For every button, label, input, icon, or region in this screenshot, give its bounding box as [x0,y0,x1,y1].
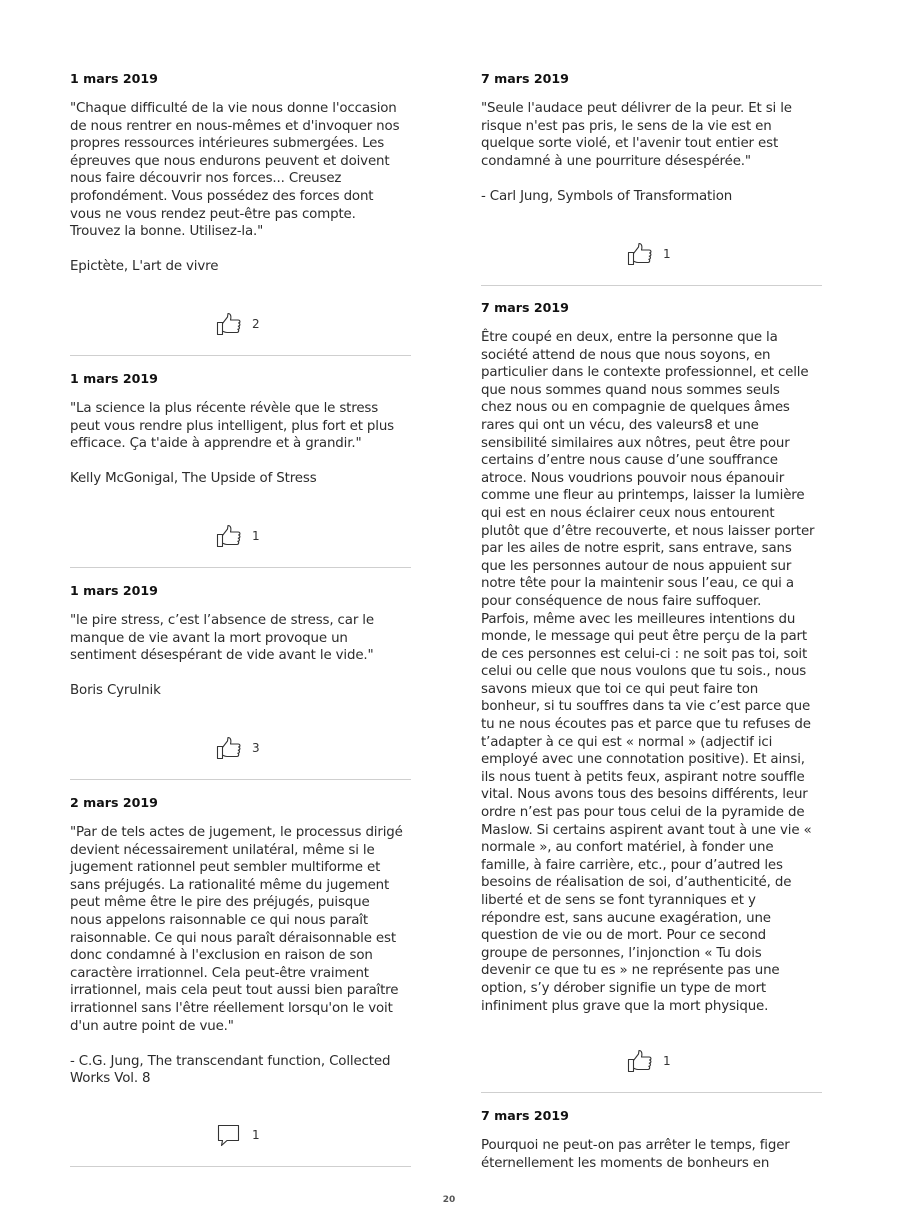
thumbs-up-icon[interactable] [216,736,242,760]
post-body: Être coupé en deux, entre la personne que la société attend de nous que nous soyons, en particulier dans le contexte professionnel, et celle que nous sommes quand nous sommes seuls chez nous ou en compagnie de quelques âmes rares qui ont un vécu, des valeurs8 et une sensibilité similaires aux nôtres, peut être pour certains d’entre nous cause d’une souffrance atroce. Nous voudrions pouvoir nous épanouir comme une fleur au printemps, laisser la lumière qui est en nous éclairer ceux nous entourent plutôt que d’être recouverte, et nous laisser porter par les ailes de notre esprit, sans entrave, sans que les personnes autour de nous appuient sur notre tête pour la maintenir sous l’eau, ce qui a pour conséquence de nous faire suffoquer. Parfois, même avec les meilleures intentions du monde, le message qui peut être perçu de la part de ces personnes est celui-ci : ne soit pas toi, soit celui ou celle que nous voulons que tu sois., nous savons mieux que toi ce qui peut faire ton bonheur, si tu souffres dans ta vie c’est parce que tu ne nous écoutes pas et parce que tu refuses de t’adapter à ce qui est « normal » (adjectif ici employé avec une connotation positive). Et ainsi, ils nous tuent à petits feux, aspirant notre souffle vital. Nous avons tous des besoins différents, leur ordre n’est pas pour tous celui de la pyramide de Maslow. Si certains aspirent avant tout à une vie « normale », au confort matériel, à fonder une famille, à faire carrière, etc., pour d’autred les besoins de réalisation de soi, d’authenticité, de liberté et de sens se font tyranniques et y répondre est, sans aucune exagération, une question de vie ou de mort. Pour ce second groupe de personnes, l’injonction « Tu dois devenir ce que tu es » ne représente pas une option, s’y dérober signifie un type de mort infiniment plus grave que la mort physique. [481,330,815,1014]
thumbs-up-icon[interactable] [627,242,653,266]
like-count: 1 [663,1054,671,1068]
like-count: 3 [252,741,260,755]
like-count: 1 [663,247,671,261]
divider [70,779,411,780]
post-body: "Par de tels actes de jugement, le processus dirigé devient nécessairement unilatéral, même si le jugement rationnel peut sembler multiforme et sans préjugés. La rationalité même du jugement peut même être le pire des préjugés, puisque nous appelons raisonnable ce qui nous paraît raisonnable. Ce qui nous paraît déraisonnable est donc condamné à l'exclusion en raison de son caractère irrationnel. Cela peut-être vraiment irrationnel, mais cela peut tout aussi bien paraître irrationnel sans l'être réellement lorsqu'on le voit d'un autre point de vue." - C.G. Jung, The transcendant function, Collected Works Vol. 8 [70,825,403,1087]
like-reaction[interactable] [627,242,671,266]
thumbs-up-icon[interactable] [216,524,242,548]
like-reaction[interactable] [216,312,260,336]
thumbs-up-icon[interactable] [216,312,242,336]
divider [481,1092,822,1093]
post-date: 7 mars 2019 [481,1108,569,1123]
post-body: "Seule l'audace peut délivrer de la peur. Et si le risque n'est pas pris, le sens de la vie est en quelque sorte violé, et l'avenir tout entier est condamné à une pourriture désespérée." - Carl Jung, Symbols of Transformation [481,101,792,204]
divider [70,355,411,356]
post-date: 7 mars 2019 [481,300,569,315]
comment-reaction[interactable] [216,1123,260,1147]
post-date: 1 mars 2019 [70,583,158,598]
page-number: 20 [442,1195,456,1205]
like-count: 1 [252,529,260,543]
thumbs-up-icon[interactable] [627,1049,653,1073]
post-date: 2 mars 2019 [70,795,158,810]
post-body: "La science la plus récente révèle que le stress peut vous rendre plus intelligent, plus fort et plus efficace. Ça t'aide à apprendre et à grandir." Kelly McGonigal, The Upside of Stress [70,401,394,487]
post-date: 1 mars 2019 [70,71,158,86]
post-body: "le pire stress, c’est l’absence de stress, car le manque de vie avant la mort provoque un sentiment désespérant de vide avant le vide." Boris Cyrulnik [70,613,374,699]
divider [70,1166,411,1167]
post-date: 1 mars 2019 [70,371,158,386]
like-reaction[interactable] [627,1049,671,1073]
comment-count: 1 [252,1128,260,1142]
like-count: 2 [252,317,260,331]
divider [481,285,822,286]
post-date: 7 mars 2019 [481,71,569,86]
post-body: "Chaque difficulté de la vie nous donne l'occasion de nous rentrer en nous-mêmes et d'invoquer nos propres ressources intérieures submergées. Les épreuves que nous endurons peuvent et doivent nous faire découvrir nos forces... Creusez profondément. Vous possédez des forces dont vous ne vous rendez peut-être pas compte. Trouvez la bonne. Utilisez-la." Epictète, L'art de vivre [70,101,400,275]
comment-icon[interactable] [216,1123,242,1147]
like-reaction[interactable] [216,736,260,760]
post-body: Pourquoi ne peut-on pas arrêter le temps, figer éternellement les moments de bonheurs en [481,1138,790,1171]
like-reaction[interactable] [216,524,260,548]
divider [70,567,411,568]
